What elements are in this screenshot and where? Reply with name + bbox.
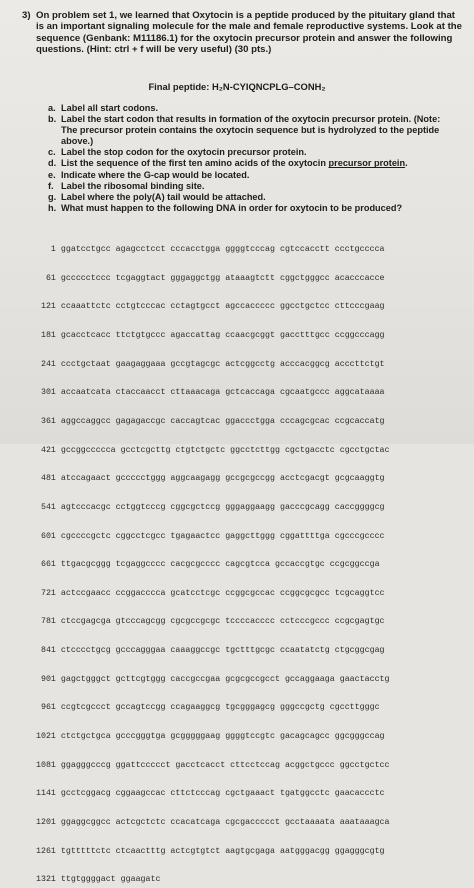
task-marker: g. (48, 191, 57, 202)
sequence-line: 481 atccagaact gccccctggg aggcaagagg gccgcgccgg acctcgacgt gcgcaaggtg (36, 474, 385, 484)
task-text-end: . (405, 158, 408, 169)
sequence-line: 1081 ggagggcccg ggattccccct gacctcacct cttcctccag acggctgccc ggcctgctcc (36, 760, 390, 770)
task-item (48, 181, 458, 192)
sequence-line: 901 gagctgggct gcttcgtggg caccgccgaa gcgcgccgcct gccaggaaga gaactacctg (36, 674, 390, 684)
sequence-line: 781 ctccgagcga gtcccagcgg cgcgccgcgc tccccacccc cctcccgccc ccgcgagtgc (36, 617, 385, 627)
task-marker: b. (48, 114, 57, 125)
task-item (48, 170, 458, 181)
task-marker: d. (48, 158, 57, 169)
task-marker: a. (48, 103, 56, 113)
task-text: Label the stop codon for the oxytocin precursor protein. (61, 147, 307, 158)
sequence-line: 721 actccgaacc ccggacccca gcatcctcgc ccggcgccac ccggcgcgcc tcgcaggtcc (36, 588, 385, 598)
task-item (48, 203, 458, 214)
dna-sequence (36, 226, 456, 888)
sequence-line: 121 ccaaattctc cctgtcccac cctagtgcct agccaccccc ggcctgctcc cttcccgaag (36, 302, 385, 312)
sequence-line: 1261 tgtttttctc ctcaactttg actcgtgtct aagtgcgaga aatgggacgg ggagggcgtg (36, 846, 385, 856)
task-item (48, 147, 458, 158)
task-marker: h. (48, 202, 57, 213)
task-text: What must happen to the following DNA in order for oxytocin to be produced? (61, 202, 403, 213)
sequence-line: 181 gcacctcacc ttctgtgccc agaccattag ccaacgcggt gacctttgcc ccggcccagg (36, 331, 385, 341)
sequence-line: 661 ttgacgcggg tcgaggcccc cacgcgcccc cagcgtcca gccaccgtgc ccgcggccga (36, 560, 380, 570)
sequence-line: 1021 ctctgctgca gcccgggtga gcgggggaag ggggtccgtc gacagcagcc ggcgggccag (36, 731, 385, 741)
task-text: Label where the poly(A) tail would be attached. (61, 191, 266, 202)
final-peptide: Final peptide: H₂N-CYIQNCPLG–CONH₂ (148, 81, 326, 92)
task-marker: f. (48, 180, 54, 191)
task-text: List the sequence of the first ten amino acids of the oxytocin (61, 158, 329, 169)
sequence-line: 1201 ggaggcggcc actcgctctc ccacatcaga cgcgaccccct gcctaaaata aaataaagca (36, 817, 390, 827)
sequence-line: 361 aggccaggcc gagagaccgc caccagtcac ggaccctgga cccagcgcac ccgcaccatg (36, 416, 385, 426)
question-text: On problem set 1, we learned that Oxytocin is a peptide produced by the pituitary gland that is an important signaling molecule for the male and female reproductive systems. Look at the sequence (Genbank: M11186.1) for the oxytocin precursor protein and answer the following questions. (Hint: ctrl + f will be very useful) (30 pts.) (36, 10, 462, 56)
sequence-line: 61 gccccctccc tcgaggtact gggaggctgg ataaagtctt cggctgggcc acacccacce (36, 273, 385, 283)
sequence-line: 241 ccctgctaat gaagaggaaa gccgtagcgc actcggcctg acccacggcg acccttctgt (36, 359, 385, 369)
task-item (48, 114, 458, 147)
sequence-line: 1141 gcctcggacg cggaagccac cttctcccag cgctgaaact tgatggcctc gaacaccctc (36, 789, 385, 799)
task-text-underlined: precursor protein (328, 158, 406, 169)
sequence-line: 961 ccgtcgccct gccagtccgg ccagaaggcg tgcgggagcg gggccgctg cgccttgggc (36, 703, 380, 713)
sequence-line: 301 accaatcata ctaccaacct cttaaacaga gctcaccaga cgcaatgccc aggcataaaa (36, 388, 385, 398)
task-text: Label all start codons. (61, 103, 159, 113)
task-list (48, 103, 458, 214)
task-marker: c. (48, 147, 56, 158)
task-item (48, 158, 458, 169)
task-item (48, 103, 458, 114)
sequence-line: 601 cgccccgctc cggcctcgcc tgagaactcc gaggcttggg cggattttga cgcccgcccc (36, 531, 385, 541)
task-text: Label the start codon that results in formation of the oxytocin precursor protein. (Note: The precursor protein contains the oxytocin sequence but is hydrolyzed to the peptide above.) (61, 114, 441, 147)
sequence-line: 841 ctcccctgcg gcccagggaa caaaggccgc tgctttgcgc ccaatatctg ctgcggcgag (36, 646, 385, 656)
task-text: Label the ribosomal binding site. (61, 180, 205, 191)
sequence-line: 541 agtcccacgc cctggtcccg cggcgctccg gggaggaagg gacccgcagg caccggggcg (36, 502, 385, 512)
sequence-line: 421 gccggccccca gcctcgcttg ctgtctgctc ggcctcttgg cgctgacctc cgcctgctac (36, 445, 390, 455)
sequence-line: 1 ggatcctgcc agagcctcct cccacctgga ggggtcccag cgtccacctt ccctgcccca (36, 245, 385, 255)
task-marker: e. (48, 169, 56, 180)
question-number: 3) (22, 10, 31, 21)
sequence-line: 1321 ttgtggggact ggaagatc (36, 875, 161, 885)
task-item (48, 192, 458, 203)
task-text: Indicate where the G-cap would be located. (61, 169, 250, 180)
